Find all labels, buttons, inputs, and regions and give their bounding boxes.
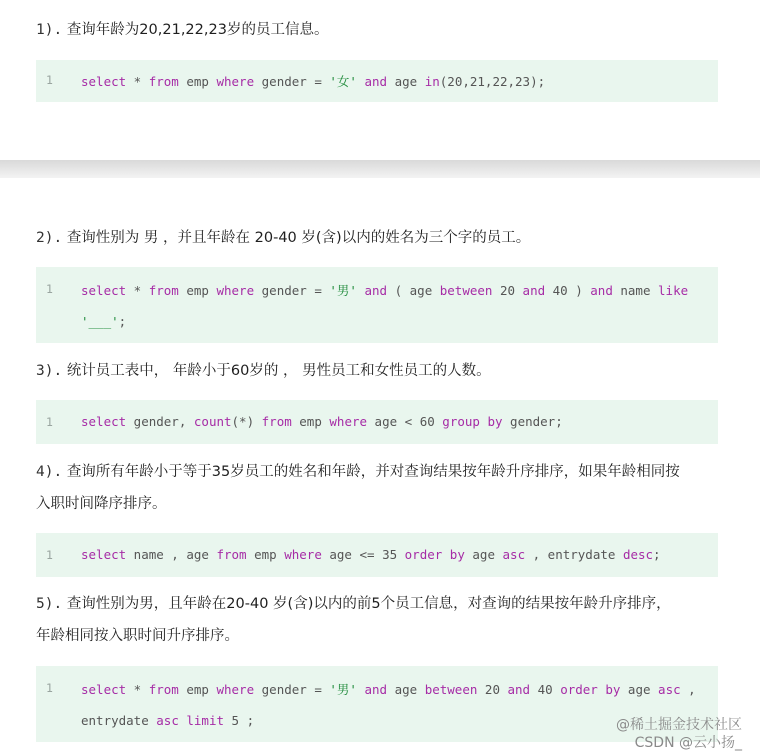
line-number: 1	[46, 415, 53, 429]
question-number: 2).	[36, 230, 63, 246]
section-divider	[0, 160, 760, 178]
code-line: select * from emp where gender = '女' and age in(20,21,22,23);	[81, 74, 546, 89]
line-number: 1	[46, 681, 53, 695]
code-block-1[interactable]	[36, 60, 718, 102]
question-text-continued: 入职时间降序排序。	[36, 496, 167, 512]
code-line: select * from emp where gender = '男' and age between 20 and 40 order by age asc ,	[81, 682, 696, 697]
question-text: 查询性别为男，且年龄在20-40 岁(含)以内的前5个员工信息，对查询的结果按年龄升序排序，	[66, 596, 671, 612]
question-text: 查询年龄为20,21,22,23岁的员工信息。	[66, 22, 329, 38]
line-number: 1	[46, 548, 53, 562]
code-line-continued: entrydate asc limit 5 ;	[81, 713, 255, 728]
watermark-juejin: @稀土掘金技术社区	[616, 717, 742, 733]
watermark-csdn: CSDN @云小扬_	[634, 735, 742, 751]
question-text-continued: 年龄相同按入职时间升序排序。	[36, 628, 239, 644]
code-block-2[interactable]	[36, 267, 718, 343]
question-text: 统计员工表中， 年龄小于60岁的 ， 男性员工和女性员工的人数。	[66, 363, 491, 379]
code-line: select name , age from emp where age <= 35 order by age asc , entrydate desc;	[81, 547, 661, 562]
line-number: 1	[46, 282, 53, 296]
question-4	[36, 456, 726, 520]
question-3	[36, 355, 726, 387]
code-block-3[interactable]	[36, 400, 718, 444]
question-text: 查询性别为 男 ，并且年龄在 20-40 岁(含)以内的姓名为三个字的员工。	[66, 230, 531, 246]
question-number: 1).	[36, 22, 63, 38]
question-5	[36, 588, 726, 652]
code-line: select * from emp where gender = '男' and ( age between 20 and 40 ) and name like	[81, 283, 689, 298]
question-number: 4).	[36, 464, 63, 480]
question-1	[36, 14, 726, 46]
question-number: 5).	[36, 596, 63, 612]
question-number: 3).	[36, 363, 63, 379]
question-2	[36, 222, 726, 254]
code-block-4[interactable]	[36, 533, 718, 577]
code-line-continued: '___';	[81, 314, 127, 329]
question-text: 查询所有年龄小于等于35岁员工的姓名和年龄，并对查询结果按年龄升序排序，如果年龄相同按	[66, 464, 680, 480]
code-line: select gender, count(*) from emp where age < 60 group by gender;	[81, 414, 563, 429]
line-number: 1	[46, 73, 53, 87]
